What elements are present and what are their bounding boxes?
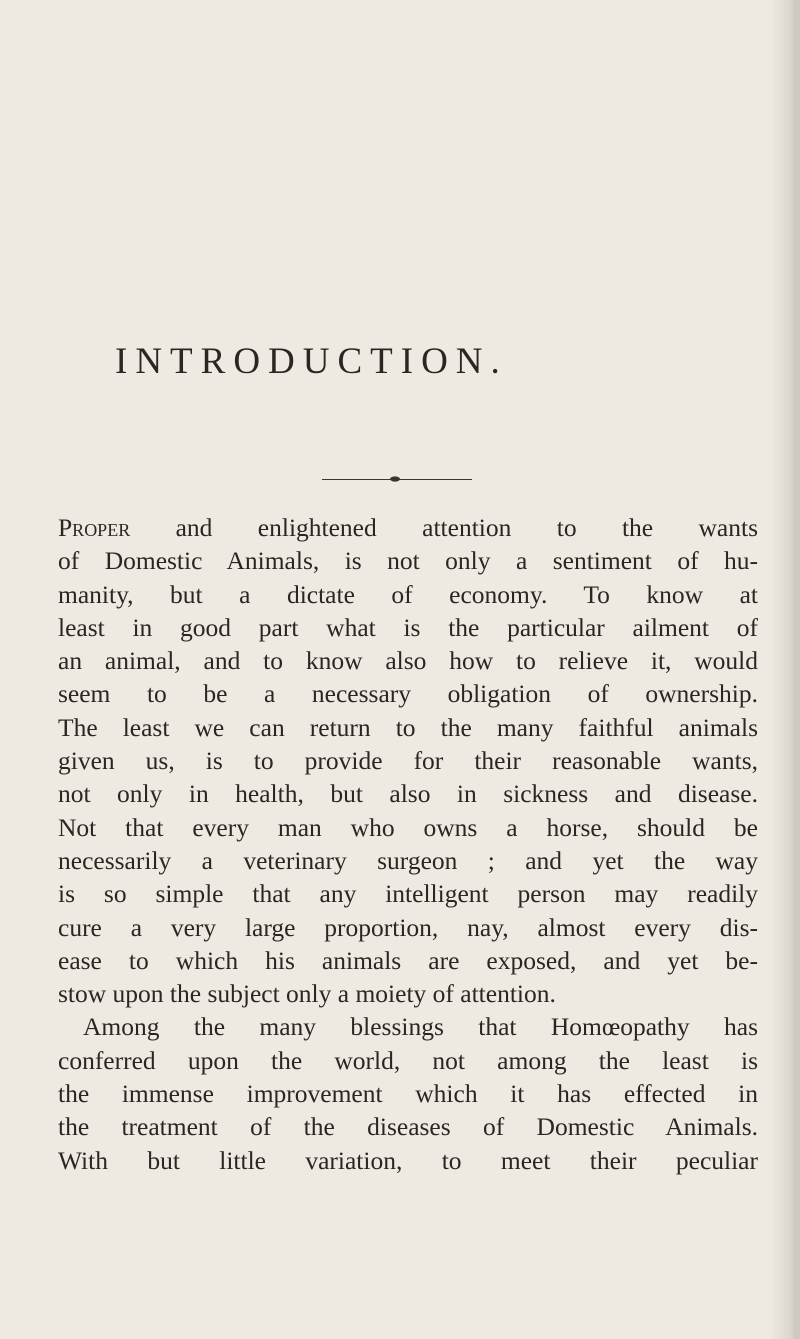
chapter-heading: INTRODUCTION. [115,341,508,382]
text-line: seem to be a necessary obligation of ownership. [58,679,758,709]
text-line: ease to which his animals are exposed, and yet be- [58,945,758,975]
text-line: stow upon the subject only a moiety of attention. [58,979,556,1009]
text-line: conferred upon the world, not among the least is [58,1045,758,1075]
text-line: of Domestic Animals, is not only a sentiment of hu- [58,546,758,576]
text-line: cure a very large proportion, nay, almost every dis- [58,912,758,942]
text-line: an animal, and to know also how to relieve it, would [58,646,758,676]
text-line: Not that every man who owns a horse, should be [58,812,758,842]
text-line: With but little variation, to meet their peculiar [58,1145,758,1175]
text-line: is so simple that any intelligent person may readily [58,879,758,909]
text-line: the immense improvement which it has effected in [58,1079,758,1109]
text-line: the treatment of the diseases of Domestic Animals. [58,1112,758,1142]
text-line: Among the many blessings that Homœopathy has [83,1012,758,1042]
page-edge [794,0,800,1339]
body-text [58,511,758,1177]
rule-ornament [387,475,403,483]
text-line: given us, is to provide for their reasonable wants, [58,746,758,776]
text-line: Proper and enlightened attention to the wants [58,513,758,542]
text-line: least in good part what is the particular ailment of [58,612,758,642]
text-line: not only in health, but also in sickness and disease. [58,779,758,809]
text-line: manity, but a dictate of economy. To know at [58,579,758,609]
text-line: The least we can return to the many faithful animals [58,712,758,742]
first-word: Proper [58,513,131,542]
text-line: necessarily a veterinary surgeon ; and yet the way [58,845,758,875]
